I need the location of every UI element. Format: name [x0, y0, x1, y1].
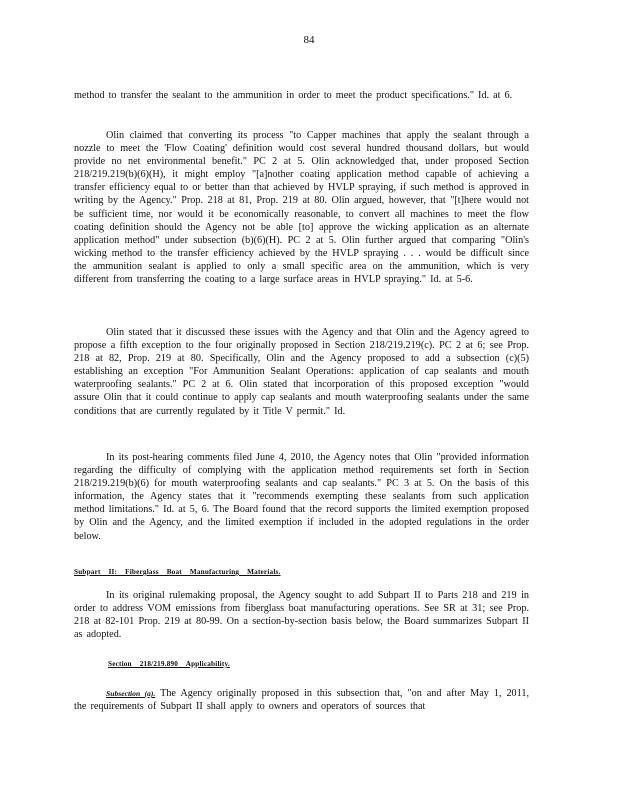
- paragraph-agency-comments: In its post-hearing comments filed June 4, 2010, the Agency notes that Olin "provided information regarding the difficulty of complying with the application method requirements set forth in Section 218/219.219(b)(6) for mouth waterproofing sealants and cap sealants." PC 3 at 5. On the basis of this information, the Agency states that it "recommends exempting these sealants from such application method limitations." Id. at 5, 6. The Board found that the record supports the limited exemption proposed by Olin and the Agency, and the limited exemption if included in the adopted regulations in the order below.: [74, 452, 529, 542]
- paragraph-subpart-summary: In its original rulemaking proposal, the Agency sought to add Subpart II to Parts 218 and 219 in order to address VOM emissions from fiberglass boat manufacturing operations. See SR at 31; see Prop. 218 at 82-101 Prop. 219 at 80-99. On a section-by-section basis below, the Board summarizes Subpart II as adopted.: [74, 590, 529, 641]
- subsection-label: Subsection (a).: [106, 689, 156, 698]
- paragraph-olin-claims: Olin claimed that converting its process "to Capper machines that apply the sealant through a nozzle to meet the 'Flow Coating' definition would cost several hundred thousand dollars, but would provide no net environmental benefit." PC 2 at 5. Olin acknowledged that, under proposed Section 218/219.219(b)(6)(H), it might employ "[a]nother coating application method capable of achieving a transfer efficiency equal to or better than that achieved by HVLP spraying, if such method is approved in writing by the Agency." Prop. 218 at 81, Prop. 219 at 80. Olin argued, however, that "[t]here would not be sufficient time, nor would it be economically reasonable, to convert all machines to meet the flow coating definition should the Agency not be able [to] approve the wicking application as an alternate application method" under subsection (b)(6)(H). PC 2 at 5. Olin further argued that comparing "Olin's wicking method to the transfer efficiency achieved by the HVLP spraying . . . would be difficult since the ammunition sealant is applied to only a small specific area on the ammunition, which is very different from transferring the coating to a large surface areas in HVLP spraying." Id. at 5-6.: [74, 130, 529, 286]
- paragraph-subsection-a: [74, 687, 529, 713]
- section-heading: Section 218/219.890 Applicability.: [108, 660, 230, 668]
- paragraph-olin-discussion: Olin stated that it discussed these issues with the Agency and that Olin and the Agency agreed to propose a fifth exception to the four originally proposed in Section 218/219.219(c). PC 2 at 6; see Prop. 218 at 82, Prop. 219 at 80. Specifically, Olin and the Agency proposed to add a subsection (c)(5) establishing an exception "For Ammunition Sealant Operations: application of cap sealants and mouth waterproofing sealants." PC 2 at 6. Olin stated that incorporation of this proposed exception "would assure Olin that it could continue to apply cap sealants and mouth waterproofing sealants under the same conditions that are currently regulated by it Title V permit." Id.: [74, 327, 529, 417]
- subpart-heading: Subpart II: Fiberglass Boat Manufacturing Materials.: [74, 568, 281, 576]
- page-number: 84: [303, 34, 315, 46]
- paragraph-continuation: method to transfer the sealant to the ammunition in order to meet the product specifications." Id. at 6.: [74, 90, 513, 101]
- subsection-text: The Agency originally proposed in this subsection that, "on and after May 1, 2011, the requirements of Subpart II shall apply to owners and operators of sources that: [74, 688, 529, 713]
